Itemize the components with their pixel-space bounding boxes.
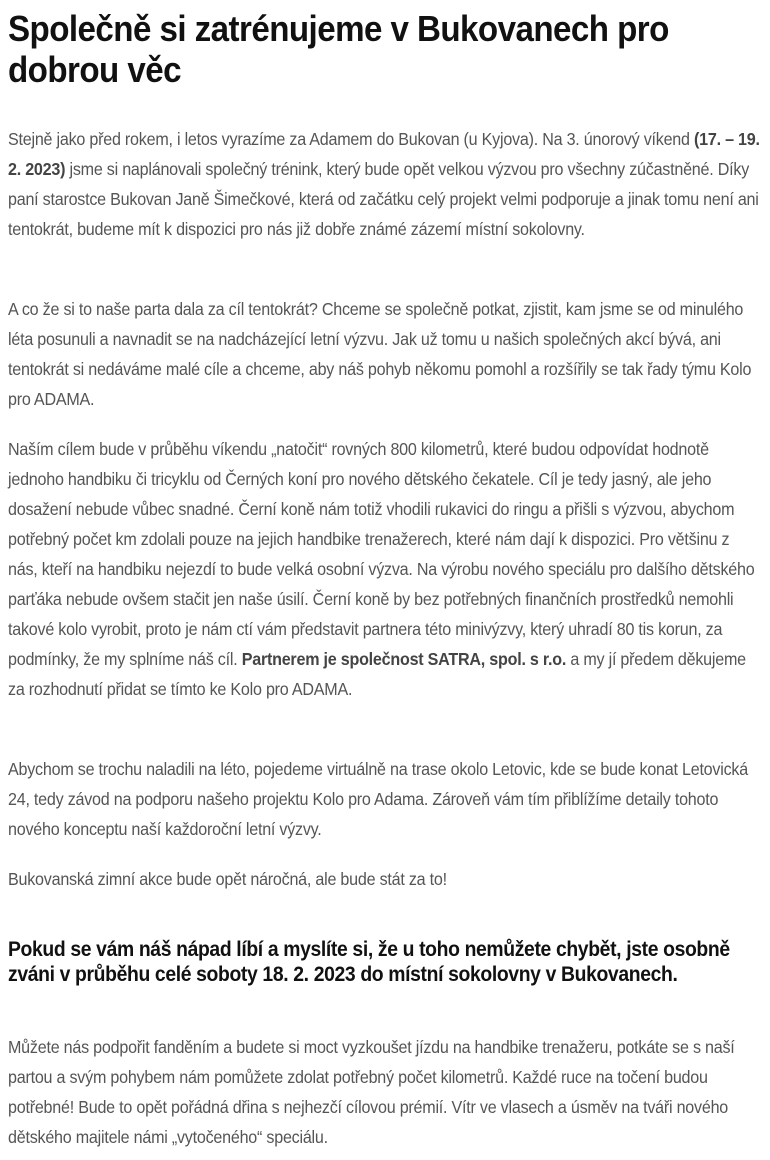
paragraph-text: A co že si to naše parta dala za cíl tentokrát? Chceme se společně potkat, zjistit, kam jsme se od minulého léta posunuli a navnadit se na nadcházející letní výzvu. Jak už tomu u našich společných akcí bývá, ani tentokrát si nedáváme malé cíle a chceme, aby náš pohyb někomu pomohl a rozšířily se tak řady týmu Kolo pro ADAMA. xyxy=(8,299,752,409)
invitation-heading: Pokud se vám náš nápad líbí a myslíte si, že u toho nemůžete chybět, jste osobně zváni v průběhu celé soboty 18. 2. 2023 do místní sokolovny v Bukovanech. xyxy=(8,937,730,986)
paragraph-intro xyxy=(8,124,762,244)
article xyxy=(8,0,764,1147)
paragraph-text: Bukovanská zimní akce bude opět náročná, ale bude stát za to! xyxy=(8,869,447,889)
event-dates: (17. – 19. 2. 2023) xyxy=(8,129,760,179)
paragraph-closing xyxy=(8,864,762,894)
paragraph-text: jsme si naplánovali společný trénink, který bude opět velkou výzvou pro všechny zúčastněné. Díky paní starostce Bukovan Janě Šimečkové, která od začátku celý projekt velmi podporuje a jinak tomu není ani tentokrát, budeme mít k dispozici pro nás již dobře známé zázemí místní sokolovny. xyxy=(8,159,759,239)
paragraph-text: Naším cílem bude v průběhu víkendu „natočit“ rovných 800 kilometrů, které budou odpovídat hodnotě jednoho handbiku či tricyklu od Černých koní pro nového dětského čekatele. Cíl je tedy jasný, ale jeho dosažení nebude vůbec snadné. Černí koně nám totiž vhodili rukavici do ringu a přišli s výzvou, abychom potřebný počet km zdolali pouze na jejich handbike trenažerech, které nám dají k dispozici. Pro většinu z nás, kteří na handbiku nejezdí to bude velká osobní výzva. Na výrobu nového speciálu pro dalšího dětského parťáka nebude ovšem stačit jen naše úsilí. Černí koně by bez potřebných finančních prostředků nemohli takové kolo vyrobit, proto je nám ctí vám představit partnera této minivýzvy, který uhradí 80 tis korun, za podmínky, že my splníme náš cíl. xyxy=(8,439,755,669)
paragraph-text: Abychom se trochu naladili na léto, pojedeme virtuálně na trase okolo Letovic, kde se bude konat Letovická 24, tedy závod na podporu našeho projektu Kolo pro Adama. Zároveň vám tím přiblížíme detaily tohoto nového konceptu naší každoroční letní výzvy. xyxy=(8,759,748,839)
partner-highlight: Partnerem je společnost SATRA, spol. s r.o. xyxy=(241,649,567,669)
paragraph-route xyxy=(8,754,762,844)
paragraph-goal xyxy=(8,294,762,414)
paragraph-text: Stejně jako před rokem, i letos vyrazíme za Adamem do Bukovan (u Kyjova). Na 3. únorový víkend xyxy=(8,129,695,149)
paragraph-support: Můžete nás podpořit fanděním a budete si moct vyzkoušet jízdu na handbike trenažeru, potkáte se s naší partou a svým pohybem nám pomůžete zdolat potřebný počet kilometrů. Každé ruce na točení budou potřebné! Bude to opět pořádná dřina s nejhezčí cílovou prémií. Vítr ve vlasech a úsměv na tváři nového dětského majitele námi „vytočeného“ speciálu. xyxy=(8,1037,735,1147)
paragraph-text: a my jí předem děkujeme za rozhodnutí přidat se tímto ke Kolo pro ADAMA. xyxy=(8,649,746,699)
article-title: Společně si zatrénujeme v Bukovanech pro dobrou věc xyxy=(8,8,669,90)
paragraph-challenge xyxy=(8,434,762,704)
